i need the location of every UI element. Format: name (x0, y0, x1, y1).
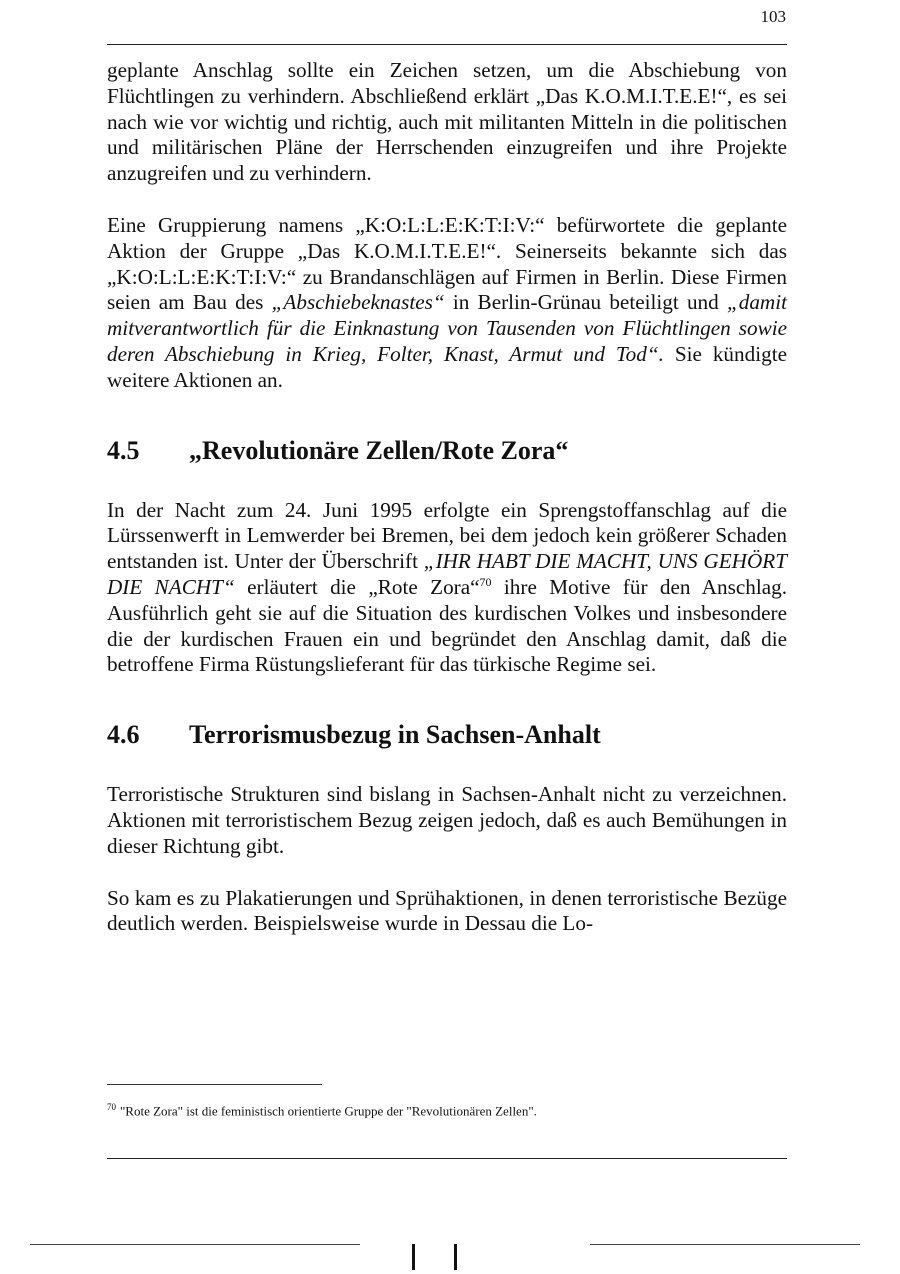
paragraph-3-italic: „IHR HABT DIE MACHT, UNS GEHÖRT DIE NACHT“ (107, 549, 787, 599)
section-heading-4-5 (107, 436, 787, 466)
scan-artifact-line-left (30, 1244, 360, 1245)
footnote-rule (107, 1084, 322, 1085)
footnote-number: 70 (107, 1102, 116, 1112)
scan-artifact-mark-left (412, 1244, 415, 1270)
scan-artifact-line-right (590, 1244, 860, 1245)
paragraph-3-text-c: ihre Motive für den Anschlag. Ausführlich geht sie auf die Situation des kurdischen Volkes und insbesondere die der kurdischen Frauen ein und begründet den Anschlag damit, daß die betroffene Firma Rüstungslieferant für das türkische Regime sei. (107, 574, 787, 677)
paragraph-5: So kam es zu Plakatierungen und Sprühaktionen, in denen terroristische Bezüge deutlich werden. Beispielsweise wurde in Dessau die Lo- (107, 885, 787, 936)
paragraph-2-text-b: in Berlin-Grünau beteiligt und (444, 290, 727, 315)
paragraph-2-italic-a: „Abschiebeknastes“ (271, 290, 445, 315)
paragraph-3-text-b: erläutert die „Rote Zora“ (234, 574, 480, 599)
section-heading-4-6 (107, 720, 787, 750)
page-number: 103 (760, 7, 786, 26)
section-title-4-5: „Revolutionäre Zellen/Rote Zora“ (189, 435, 569, 465)
scan-artifact-mark-right (454, 1244, 457, 1270)
paragraph-2-text-c: Sie kündigte weitere Aktionen an. (107, 341, 787, 392)
paragraph-4: Terroristische Strukturen sind bislang in Sachsen-Anhalt nicht zu verzeichnen. Aktionen mit terroristischem Bezug zeigen jedoch, daß es auch Bemühungen in dieser Richtung gibt. (107, 782, 787, 858)
paragraph-3 (107, 498, 787, 679)
footnote (107, 1099, 787, 1119)
paragraph-3-text-a: In der Nacht zum 24. Juni 1995 erfolgte ein Sprengstoffanschlag auf die Lürssenwerft in Lemwerder bei Bremen, bei dem jedoch kein größerer Schaden entstanden ist. Unter der Überschrift (107, 497, 787, 574)
paragraph-2-text-a: Eine Gruppierung namens „K:O:L:L:E:K:T:I:V:“ befürwortete die geplante Aktion der Gruppe „Das K.O.M.I.T.E.E!“. Seinerseits bekannte sich das „K:O:L:L:E:K:T:I:V:“ zu Brandanschlägen auf Firmen in Berlin. Diese Firmen seien am Bau des (107, 212, 787, 315)
page-body (107, 58, 787, 937)
section-number-4-5: 4.5 (107, 435, 140, 465)
paragraph-1: geplante Anschlag sollte ein Zeichen setzen, um die Abschiebung von Flüchtlingen zu verhindern. Abschließend erklärt „Das K.O.M.I.T.E.E!“, es sei nach wie vor wichtig und richtig, auch mit militanten Mitteln in die politischen und militärischen Pläne der Herrschenden einzugreifen und ihre Projekte anzugreifen und zu verhindern. (107, 58, 787, 186)
section-title-4-6: Terrorismusbezug in Sachsen-Anhalt (189, 720, 601, 750)
footnote-text: "Rote Zora" ist die feministisch orientierte Gruppe der "Revolutionären Zellen". (120, 1103, 537, 1119)
section-number-4-6: 4.6 (107, 720, 140, 750)
paragraph-2-italic-b: „damit mitverantwortlich für die Einknastung von Tausenden von Flüchtlingen sowie deren Abschiebung in Krieg, Folter, Knast, Armut und Tod“. (107, 290, 787, 366)
header-rule (107, 44, 787, 45)
footnote-reference[interactable]: 70 (479, 574, 492, 589)
paragraph-2 (107, 213, 787, 394)
footer-rule (107, 1158, 787, 1159)
